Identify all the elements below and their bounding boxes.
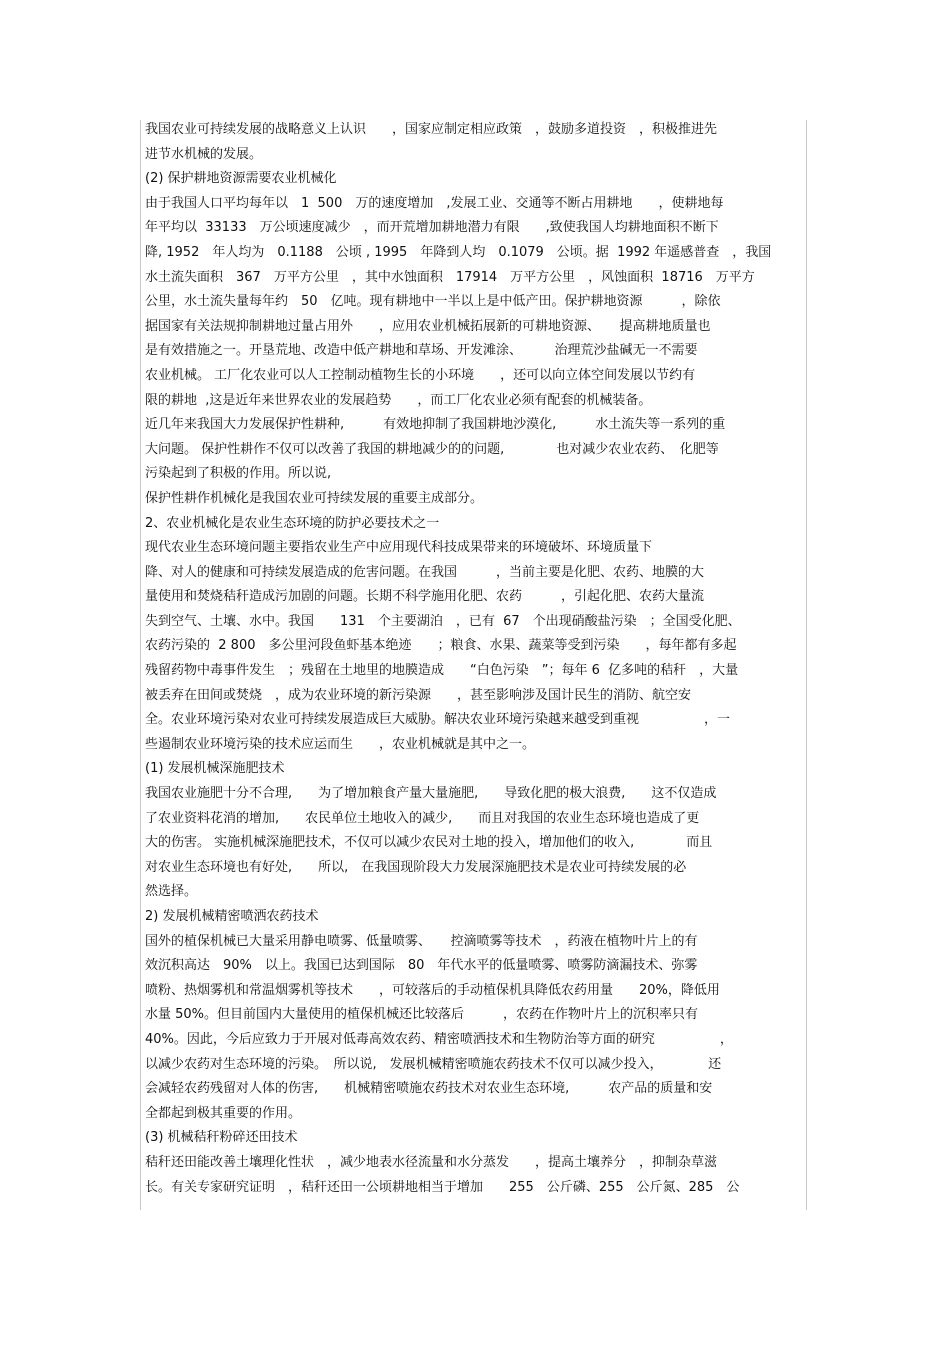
- text-line: 效沉积高达 90% 以上。我国已达到国际 80 年代水平的低量喷雾、喷雾防滴漏技术、弥雾: [145, 958, 698, 974]
- text-line: 农业机械。 工厂化农业可以人工控制动植物生长的小环境 ，还可以向立体空间发展以节约有: [145, 367, 696, 383]
- text-line: 全都起到极其重要的作用。: [145, 1105, 302, 1121]
- text-line: 对农业生态环境也有好处, 所以, 在我国现阶段大力发展深施肥技术是农业可持续发展的必: [145, 859, 687, 875]
- text-line: 40%。因此，今后应致力于开展对低毒高效农药、精密喷洒技术和生物防治等方面的研究 ，: [145, 1031, 733, 1047]
- text-line: 全。农业环境污染对农业可持续发展造成巨大威胁。解决农业环境污染越来越受到重视 ，一: [145, 712, 731, 728]
- text-line: 污染起到了积极的作用。所以说,: [145, 466, 332, 482]
- text-line: 水土流失面积 367 万平方公里 ，其中水蚀面积 17914 万平方公里 ，风蚀面积 18716 万平方: [145, 269, 755, 285]
- text-line: 些遏制农业环境污染的技术应运而生 ，农业机械就是其中之一。: [145, 736, 536, 752]
- text-line: 大问题。 保护性耕作不仅可以改善了我国的耕地减少的的问题, 也对减少农业农药、 化肥等: [145, 441, 719, 457]
- text-line: 2、农业机械化是农业生态环境的防护必要技术之一: [145, 515, 440, 531]
- text-line: 水量 50%。但目前国内大量使用的植保机械还比较落后 ，农药在作物叶片上的沉积率只有: [145, 1007, 699, 1023]
- text-line: 限的耕地 ,这是近年来世界农业的发展趋势 ，而工厂化农业必须有配套的机械装备。: [145, 392, 652, 408]
- text-line: 我国农业施肥十分不合理, 为了增加粮食产量大量施肥, 导致化肥的极大浪费, 这不仅造成: [145, 786, 717, 802]
- text-line: (1) 发展机械深施肥技术: [145, 761, 285, 777]
- left-margin-line: [140, 120, 141, 1210]
- text-line: 降, 1952 年人均为 0.1188 公顷 , 1995 年降到人均 0.1079 公顷。据 1992 年遥感普查 ，我国: [145, 244, 772, 260]
- text-line: 了农业资料花消的增加, 农民单位土地收入的减少, 而且对我国的农业生态环境也造成了更: [145, 810, 700, 826]
- text-line: 据国家有关法规抑制耕地过量占用外 ，应用农业机械拓展新的可耕地资源、 提高耕地质量也: [145, 318, 711, 334]
- text-line: 2) 发展机械精密喷洒农药技术: [145, 909, 319, 924]
- text-line: 长。有关专家研究证明 ，秸秆还田一公顷耕地相当于增加 255 公斤磷、255 公斤氮、285 公: [145, 1179, 740, 1195]
- text-line: 被丢弃在田间或焚烧 ，成为农业环境的新污染源 ，甚至影响涉及国计民生的消防、航空安: [145, 687, 692, 703]
- text-line: 进节水机械的发展。: [145, 146, 263, 162]
- text-line: 残留药物中毒事件发生 ；残留在土地里的地膜造成 “白色污染 ”；每年 6 亿多吨的秸秆 ，大量: [145, 663, 739, 679]
- text-line: 大的伤害。 实施机械深施肥技术，不仅可以减少农民对土地的投入，增加他们的收入, 而且: [145, 835, 713, 851]
- text-line: 近几年来我国大力发展保护性耕种, 有效地抑制了我国耕地沙漠化, 水土流失等一系列的重: [145, 417, 726, 433]
- text-line: 保护性耕作机械化是我国农业可持续发展的重要主成部分。: [145, 490, 484, 506]
- text-line: 喷粉、热烟雾机和常温烟雾机等技术 ，可较落后的手动植保机具降低农药用量 20%，降低用: [145, 982, 720, 998]
- text-line: 国外的植保机械已大量采用静电喷雾、低量喷雾、 控滴喷雾等技术 ，药液在植物叶片上的有: [145, 933, 698, 949]
- text-line: 现代农业生态环境问题主要指农业生产中应用现代科技成果带来的环境破坏、环境质量下: [145, 540, 653, 556]
- text-line: 农药污染的 2 800 多公里河段鱼虾基本绝迹 ；粮食、水果、蔬菜等受到污染 ，每年都有多起: [145, 638, 737, 654]
- text-line: 量使用和焚烧秸秆造成污加剧的问题。长期不科学施用化肥、农药 ，引起化肥、农药大量流: [145, 589, 705, 605]
- text-line: 失到空气、土壤、水中。我国 131 个主要湖泊 ，已有 67 个出现硝酸盐污染 ；全国受化肥、: [145, 613, 741, 629]
- text-line: 降、对人的健康和可持续发展造成的危害问题。在我国 ，当前主要是化肥、农药、地膜的大: [145, 564, 705, 580]
- text-line: 我国农业可持续发展的战略意义上认识 ，国家应制定相应政策 ，鼓励多道投资 ，积极推进先: [145, 122, 718, 137]
- text-line: 以减少农药对生态环境的污染。 所以说, 发展机械精密喷施农药技术不仅可以减少投入， 还: [145, 1056, 722, 1072]
- text-line: 秸秆还田能改善土壤理化性状 ，减少地表水径流量和水分蒸发 ，提高土壤养分 ，抑制杂草滋: [145, 1154, 718, 1170]
- text-line: (2) 保护耕地资源需要农业机械化: [145, 171, 337, 187]
- text-line: 年平均以 33133 万公顷速度减少 ，而开荒增加耕地潜力有限 ,致使我国人均耕地面积不断下: [145, 220, 719, 236]
- right-margin-line: [806, 120, 807, 1210]
- text-line: 公里，水土流失量每年约 50 亿吨。现有耕地中一半以上是中低产田。保护耕地资源 ，除依: [145, 294, 721, 310]
- text-line: 会减轻农药残留对人体的伤害, 机械精密喷施农药技术对农业生态环境, 农产品的质量和安: [145, 1081, 713, 1097]
- text-line: 由于我国人口平均每年以 1 500 万的速度增加 ,发展工业、交通等不断占用耕地 ，使耕地每: [145, 195, 724, 211]
- document-body: [145, 118, 805, 1200]
- text-line: 然选择。: [145, 884, 198, 900]
- text-line: 是有效措施之一。开垦荒地、改造中低产耕地和草场、开发滩涂、 治理荒沙盐碱无一不需要: [145, 343, 698, 359]
- text-line: (3) 机械秸秆粉碎还田技术: [145, 1130, 298, 1146]
